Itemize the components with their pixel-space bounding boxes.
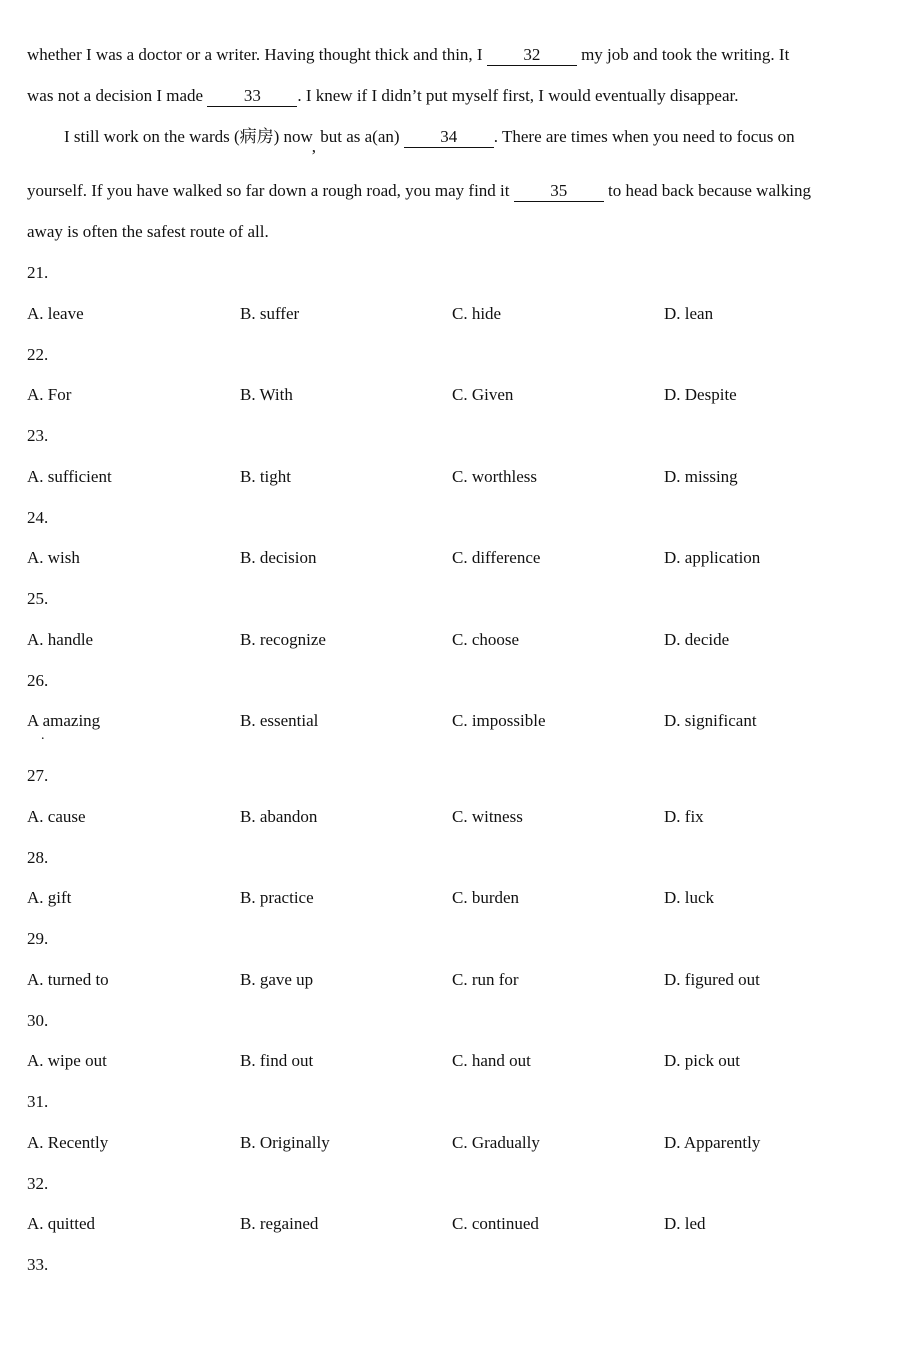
passage-text: was not a decision I made [27,86,208,105]
option-c: C. witness [452,807,523,826]
option-b: B. recognize [240,630,326,649]
passage-text: yourself. If you have walked so far down a rough road, you may find it [27,181,514,200]
option-a: A. turned to [27,970,109,989]
option-c: C. choose [452,630,520,649]
blank-34: 34 [404,127,494,148]
option-a: A. handle [27,630,94,649]
passage-line-2 [27,85,738,107]
option-d: D. fix [664,807,704,826]
question-number: 33. [27,1255,49,1274]
option-d: D. decide [664,630,730,649]
question-number: 32. [27,1174,49,1193]
option-c: C. burden [452,888,520,907]
option-d: D. led [664,1214,706,1233]
option-c: C. Gradually [452,1133,540,1152]
option-c: C. worthless [452,467,537,486]
question-number: 27. [27,766,49,785]
question-number: 22. [27,345,49,364]
option-c: C. difference [452,548,541,567]
option-d: D. luck [664,888,715,907]
option-b: B. With [240,385,293,404]
option-d: D. lean [664,304,714,323]
option-b: B. essential [240,711,319,730]
blank-33: 33 [207,86,297,107]
option-b: B. regained [240,1214,319,1233]
passage-line-4 [27,180,811,202]
question-number: 31. [27,1092,49,1111]
option-d: D. significant [664,711,757,730]
option-c: C. impossible [452,711,546,730]
option-b: B. suffer [240,304,300,323]
option-c: C. run for [452,970,519,989]
option-b: B. find out [240,1051,314,1070]
option-b: B. practice [240,888,314,907]
passage-line-3 [64,126,795,156]
option-d: D. Apparently [664,1133,761,1152]
option-b: B. tight [240,467,292,486]
option-a-dot: . [41,728,45,743]
question-number: 30. [27,1011,49,1030]
question-number: 28. [27,848,49,867]
option-b: B. decision [240,548,317,567]
passage-text: I still work on the wards (病房) now [64,127,312,146]
option-a: A. wish [27,548,80,567]
option-b: B. Originally [240,1133,330,1152]
option-d: D. missing [664,467,738,486]
question-number: 21. [27,263,49,282]
blank-32: 32 [487,45,577,66]
passage-text: . There are times when you need to focus on [493,127,795,146]
option-c: C. hand out [452,1051,531,1070]
question-number: 24. [27,508,49,527]
passage-text: whether I was a doctor or a writer. Having thought thick and thin, I [27,45,487,64]
option-a: A. sufficient [27,467,112,486]
option-a: A. wipe out [27,1051,107,1070]
option-a: A. cause [27,807,86,826]
option-c: C. hide [452,304,502,323]
option-a: A. Recently [27,1133,109,1152]
passage-text: my job and took the writing. It [576,45,790,64]
option-d: D. application [664,548,761,567]
passage-text: . I knew if I didn’t put myself first, I would eventually disappear. [297,86,739,105]
blank-35: 35 [514,181,604,202]
passage-text: to head back because walking [603,181,811,200]
passage-line-1 [27,44,789,66]
option-b: B. gave up [240,970,314,989]
option-b: B. abandon [240,807,318,826]
option-a: A amazing [27,711,101,730]
option-d: D. Despite [664,385,737,404]
option-a: A. gift [27,888,72,907]
question-number: 25. [27,589,49,608]
option-c: C. continued [452,1214,539,1233]
passage-comma: , [311,137,316,156]
option-d: D. figured out [664,970,760,989]
question-number: 23. [27,426,49,445]
option-c: C. Given [452,385,514,404]
passage-text: but as a(an) [315,127,404,146]
passage-line-5: away is often the safest route of all. [27,222,269,241]
question-number: 26. [27,671,49,690]
option-d: D. pick out [664,1051,741,1070]
option-a: A. leave [27,304,84,323]
question-number: 29. [27,929,49,948]
option-a: A. For [27,385,72,404]
option-a: A. quitted [27,1214,95,1233]
